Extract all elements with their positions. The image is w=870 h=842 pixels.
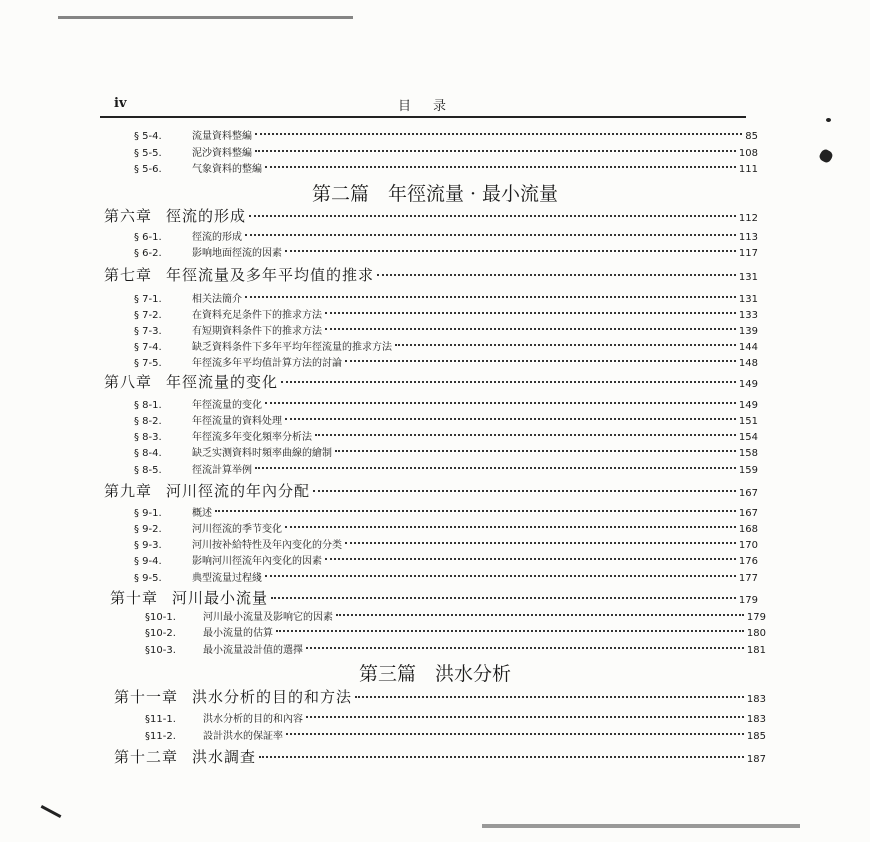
toc-entry-label <box>134 461 252 476</box>
toc-entry-label <box>134 569 262 584</box>
toc-entry-label <box>134 322 322 337</box>
toc-chapter-entry[interactable] <box>104 205 758 226</box>
toc-entry-label <box>104 264 374 285</box>
section-number: § 8-1. <box>134 400 162 411</box>
toc-section-entry[interactable] <box>134 552 758 567</box>
toc-section-entry[interactable] <box>134 412 758 427</box>
dot-leader <box>286 733 744 735</box>
section-number: § 6-1. <box>134 232 162 243</box>
toc-section-entry[interactable] <box>134 504 758 519</box>
toc-chapter-entry[interactable] <box>110 587 758 608</box>
toc-entry-label <box>134 160 262 175</box>
toc-entry-label <box>145 727 283 742</box>
scan-mark-right <box>818 148 834 164</box>
section-number: §10-1. <box>145 612 176 623</box>
chapter-title: 洪水調查 <box>192 748 257 766</box>
chapter-number: 第十二章 <box>114 748 179 766</box>
section-title: 气象資料的整編 <box>192 164 262 175</box>
toc-entry-label <box>104 371 278 392</box>
section-title: 河川最小流量及影响它的因素 <box>203 612 333 623</box>
section-title: 洪水分析的目的和內容 <box>203 714 303 725</box>
toc-section-entry[interactable] <box>134 444 758 459</box>
page-ref: 185 <box>746 731 766 742</box>
section-title: 相关法簡介 <box>192 294 242 305</box>
header-title: 目录 <box>398 99 469 114</box>
toc-entry-label <box>114 686 352 707</box>
page-ref: 179 <box>738 595 758 606</box>
section-number: §10-3. <box>145 645 176 656</box>
page-number: iv <box>114 96 127 111</box>
section-title: 年徑流量的資料处理 <box>192 416 282 427</box>
section-title: 河川按补給特性及年內变化的分类 <box>192 540 342 551</box>
dot-leader <box>245 296 736 298</box>
toc-section-entry[interactable] <box>145 624 766 639</box>
dot-leader <box>285 526 736 528</box>
page-ref: 144 <box>738 342 758 353</box>
chapter-title: 洪水分析的目的和方法 <box>192 688 353 706</box>
section-number: § 7-3. <box>134 326 162 337</box>
chapter-title: 徑流的形成 <box>166 207 247 225</box>
dot-leader <box>345 360 736 362</box>
toc-section-entry[interactable] <box>134 396 758 411</box>
page-ref: 139 <box>738 326 758 337</box>
toc-chapter-entry[interactable] <box>104 480 758 501</box>
page-ref: 159 <box>738 465 758 476</box>
chapter-number: 第十一章 <box>114 688 179 706</box>
dot-leader <box>249 215 736 217</box>
dot-leader <box>355 696 744 698</box>
toc-entry-label <box>145 641 303 656</box>
toc-entry-label <box>104 480 310 501</box>
dot-leader <box>336 614 744 616</box>
page-ref: 131 <box>738 294 758 305</box>
scan-dot-right <box>826 118 831 122</box>
page-ref: 111 <box>738 164 758 175</box>
section-number: § 5-4. <box>134 131 162 142</box>
dot-leader <box>325 312 736 314</box>
section-number: § 6-2. <box>134 248 162 259</box>
toc-entry-label <box>134 244 282 259</box>
page-ref: 167 <box>738 508 758 519</box>
toc-section-entry[interactable] <box>134 290 758 305</box>
toc-entry-label <box>134 144 252 159</box>
page-ref: 151 <box>738 416 758 427</box>
toc-chapter-entry[interactable] <box>104 264 758 285</box>
page-ref: 154 <box>738 432 758 443</box>
toc-entry-label <box>145 608 333 623</box>
section-title: 徑流計算举例 <box>192 465 252 476</box>
chapter-title: 年徑流量的变化 <box>166 373 279 391</box>
toc-entry-label <box>134 396 262 411</box>
section-number: § 9-2. <box>134 524 162 535</box>
section-title: 缺乏实测資料时頻率曲線的繪制 <box>192 448 332 459</box>
section-title: 典型流量过程綫 <box>192 573 262 584</box>
toc-entry-label <box>134 127 252 142</box>
section-title: 年徑流量的变化 <box>192 400 262 411</box>
toc-entry-label <box>145 624 273 639</box>
toc-section-entry[interactable] <box>145 727 766 742</box>
dot-leader <box>255 133 742 135</box>
dot-leader <box>245 234 736 236</box>
toc-chapter-entry[interactable] <box>114 746 766 767</box>
section-title: 缺乏資料条件下多年平均年徑流量的推求方法 <box>192 342 392 353</box>
section-number: § 8-2. <box>134 416 162 427</box>
section-number: § 8-4. <box>134 448 162 459</box>
dot-leader <box>255 150 736 152</box>
section-number: § 9-3. <box>134 540 162 551</box>
section-number: §10-2. <box>145 628 176 639</box>
section-title: 最小流量的估算 <box>203 628 273 639</box>
dot-leader <box>285 418 736 420</box>
dot-leader <box>255 467 736 469</box>
section-title: 流量資料整編 <box>192 131 252 142</box>
toc-section-entry[interactable] <box>145 608 766 623</box>
toc-section-entry[interactable] <box>134 569 758 584</box>
toc-entry-label <box>114 746 256 767</box>
page-ref: 149 <box>738 379 758 390</box>
toc-section-entry[interactable] <box>134 520 758 535</box>
dot-leader <box>306 647 744 649</box>
part-heading: 第二篇 年徑流量 · 最小流量 <box>311 183 559 205</box>
page-ref: 170 <box>738 540 758 551</box>
section-number: § 7-4. <box>134 342 162 353</box>
toc-entry-label <box>145 710 303 725</box>
chapter-number: 第十章 <box>110 589 159 607</box>
section-title: 在資料充足条件下的推求方法 <box>192 310 322 321</box>
dot-leader <box>259 756 744 758</box>
dot-leader <box>265 166 736 168</box>
chapter-number: 第九章 <box>104 482 153 500</box>
section-number: §11-2. <box>145 731 176 742</box>
toc-section-entry[interactable] <box>145 641 766 656</box>
section-number: § 7-1. <box>134 294 162 305</box>
dot-leader <box>306 716 744 718</box>
toc-section-entry[interactable] <box>145 710 766 725</box>
section-title: 最小流量設計值的選擇 <box>203 645 303 656</box>
page-ref: 148 <box>738 358 758 369</box>
section-number: § 7-5. <box>134 358 162 369</box>
page-ref: 85 <box>745 131 758 142</box>
section-title: 設計洪水的保証率 <box>203 731 283 742</box>
page-ref: 133 <box>738 310 758 321</box>
chapter-number: 第六章 <box>104 207 153 225</box>
section-number: § 7-2. <box>134 310 162 321</box>
page-ref: 179 <box>746 612 766 623</box>
toc-entry-label <box>134 338 392 353</box>
toc-entry-label <box>134 306 322 321</box>
toc-section-entry[interactable] <box>134 160 758 175</box>
section-number: § 8-3. <box>134 432 162 443</box>
dot-leader <box>215 510 736 512</box>
page-ref: 176 <box>738 556 758 567</box>
toc-entry-label <box>134 290 242 305</box>
dot-leader <box>395 344 736 346</box>
page-ref: 187 <box>746 754 766 765</box>
toc-chapter-entry[interactable] <box>114 686 766 707</box>
dot-leader <box>265 575 736 577</box>
section-title: 有短期資料条件下的推求方法 <box>192 326 322 337</box>
dot-leader <box>265 402 736 404</box>
toc-section-entry[interactable] <box>134 338 758 353</box>
dot-leader <box>315 434 736 436</box>
scan-smudge-top <box>58 16 353 19</box>
toc-section-entry[interactable] <box>134 322 758 337</box>
chapter-number: 第七章 <box>104 266 153 284</box>
page-ref: 183 <box>746 714 766 725</box>
toc-entry-label <box>134 444 332 459</box>
toc-entry-label <box>134 536 342 551</box>
page-ref: 167 <box>738 488 758 499</box>
toc-section-entry[interactable] <box>134 536 758 551</box>
page-ref: 168 <box>738 524 758 535</box>
dot-leader <box>325 558 736 560</box>
toc-section-entry[interactable] <box>134 244 758 259</box>
dot-leader <box>285 250 736 252</box>
toc-entry-label <box>134 228 242 243</box>
toc-section-entry[interactable] <box>134 461 758 476</box>
section-title: 年徑流多年变化頻率分析法 <box>192 432 312 443</box>
page-ref: 112 <box>738 213 758 224</box>
toc-entry-label <box>134 354 342 369</box>
chapter-number: 第八章 <box>104 373 153 391</box>
toc-section-entry[interactable] <box>134 144 758 159</box>
section-title: 影响地面徑流的因素 <box>192 248 282 259</box>
toc-entry-label <box>134 504 212 519</box>
toc-entry-label <box>134 552 322 567</box>
section-title: 徑流的形成 <box>192 232 242 243</box>
chapter-title: 年徑流量及多年平均值的推求 <box>166 266 375 284</box>
toc-entry-label <box>104 205 246 226</box>
toc-section-entry[interactable] <box>134 306 758 321</box>
dot-leader <box>377 274 736 276</box>
page-ref: 158 <box>738 448 758 459</box>
page-ref: 131 <box>738 272 758 283</box>
chapter-title: 河川最小流量 <box>172 589 269 607</box>
section-title: 年徑流多年平均值計算方法的討論 <box>192 358 342 369</box>
section-title: 河川徑流的季节变化 <box>192 524 282 535</box>
page-ref: 108 <box>738 148 758 159</box>
scan-mark-left <box>41 805 62 818</box>
dot-leader <box>276 630 744 632</box>
section-number: §11-1. <box>145 714 176 725</box>
page-ref: 183 <box>746 694 766 705</box>
dot-leader <box>345 542 736 544</box>
page-ref: 177 <box>738 573 758 584</box>
section-title: 概述 <box>192 508 212 519</box>
toc-chapter-entry[interactable] <box>104 371 758 392</box>
page-ref: 149 <box>738 400 758 411</box>
part-heading: 第三篇 洪水分析 <box>358 663 511 685</box>
page-ref: 113 <box>738 232 758 243</box>
toc-entry-label <box>110 587 268 608</box>
toc-entry-label <box>134 520 282 535</box>
dot-leader <box>335 450 736 452</box>
section-number: § 5-6. <box>134 164 162 175</box>
page-ref: 181 <box>746 645 766 656</box>
toc-section-entry[interactable] <box>134 354 758 369</box>
dot-leader <box>271 597 736 599</box>
chapter-title: 河川徑流的年內分配 <box>166 482 311 500</box>
dot-leader <box>325 328 736 330</box>
page-ref: 117 <box>738 248 758 259</box>
dot-leader <box>281 381 736 383</box>
section-number: § 5-5. <box>134 148 162 159</box>
section-number: § 8-5. <box>134 465 162 476</box>
dot-leader <box>313 490 736 492</box>
section-title: 影响河川徑流年內变化的因素 <box>192 556 322 567</box>
toc-entry-label <box>134 412 282 427</box>
scan-smudge-bottom <box>482 824 800 828</box>
section-number: § 9-4. <box>134 556 162 567</box>
section-number: § 9-5. <box>134 573 162 584</box>
toc-section-entry[interactable] <box>134 228 758 243</box>
toc-section-entry[interactable] <box>134 428 758 443</box>
toc-section-entry[interactable] <box>134 127 758 142</box>
toc-entry-label <box>134 428 312 443</box>
running-header <box>100 96 746 118</box>
section-title: 泥沙資料整編 <box>192 148 252 159</box>
page-ref: 180 <box>746 628 766 639</box>
section-number: § 9-1. <box>134 508 162 519</box>
